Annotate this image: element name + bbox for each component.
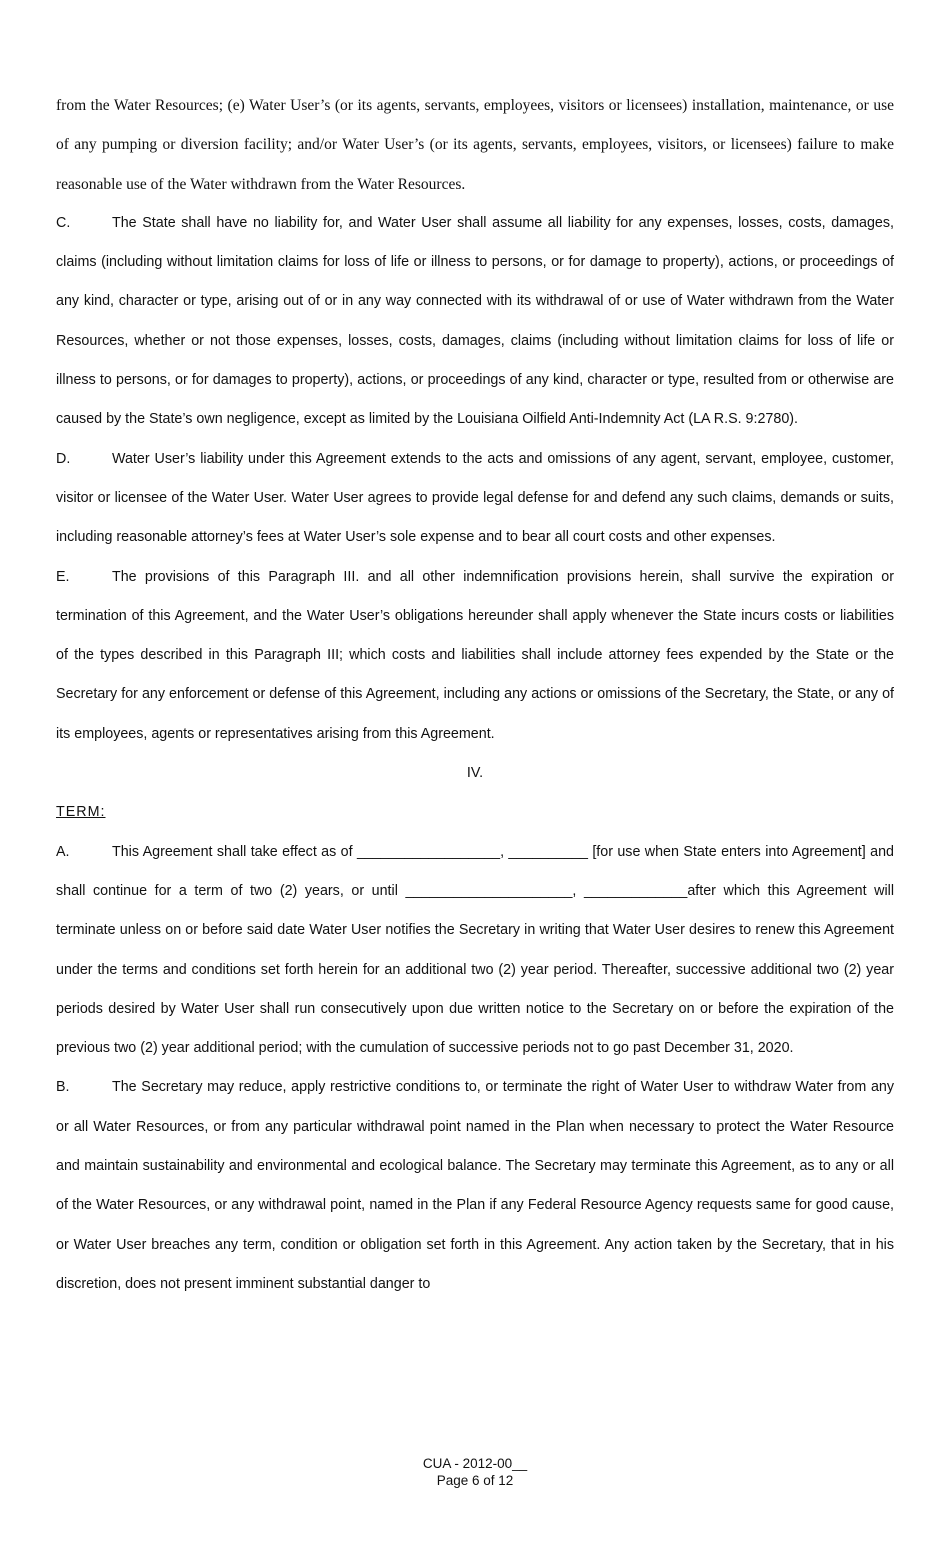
paragraph-e [56,558,894,754]
document-page [56,86,894,1304]
paragraph-continuation: from the Water Resources; (e) Water User’s (or its agents, servants, employees, visitors or licensees) installation, maintenance, or use of any pumping or diversion facility; and/or Water User’s (or its agents, servants, employees, visitors, or licensees) failure to make reasonable use of the Water withdrawn from the Water Resources. [56,97,894,193]
term-paragraph-b-label: B. [56,1079,70,1096]
term-paragraph-a [56,833,894,1069]
term-paragraph-b [56,1068,894,1304]
section-iv-heading: TERM: [56,804,106,821]
term-paragraph-b-text: The Secretary may reduce, apply restrictive conditions to, or terminate the right of Water User to withdraw Water from any or all Water Resources, or from any particular withdrawal point named in the Plan when necessary to protect the Water Resource and maintain sustainability and environmental and ecological balance. The Secretary may terminate this Agreement, as to any or all of the Water Resources, or any withdrawal point, named in the Plan if any Federal Resource Agency requests same for good cause, or Water User breaches any term, condition or obligation set forth in this Agreement. Any action taken by the Secretary, that in his discretion, does not present imminent substantial danger to [56,1079,894,1292]
paragraph-c-text: The State shall have no liability for, and Water User shall assume all liability for any expenses, losses, costs, damages, claims (including without limitation claims for loss of life or illness to persons, or for damage to property), actions, or proceedings of any kind, character or type, arising out of or in any way connected with its withdrawal of or use of Water withdrawn from the Water Resources, whether or not those expenses, losses, costs, damages, claims (including without limitation claims for loss of life or illness to persons, or for damages to property), actions, or proceedings of any kind, character or type, resulted from or otherwise are caused by the State’s own negligence, except as limited by the Louisiana Oilfield Anti-Indemnity Act (LA R.S. 9:2780). [56,214,894,428]
paragraph-d-text: Water User’s liability under this Agreement extends to the acts and omissions of any agent, servant, employee, customer, visitor or licensee of the Water User. Water User agrees to provide legal defense for and defend any such claims, demands or suits, including reasonable attorney’s fees at Water User’s sole expense and to bear all court costs and other expenses. [56,450,894,546]
paragraph-c-label: C. [56,214,71,231]
page-number: Page 6 of 12 [436,1473,514,1488]
section-iv-numeral: IV. [466,765,484,782]
paragraph-e-text: The provisions of this Paragraph III. and all other indemnification provisions herein, shall survive the expiration or termination of this Agreement, and the Water User’s obligations hereunder shall apply whenever the State incurs costs or liabilities of the types described in this Paragraph III; which costs and liabilities shall include attorney fees expended by the State or the Secretary for any enforcement or defense of this Agreement, including any actions or omissions of the Secretary, the State, or any of its employees, agents or representatives arising from this Agreement. [56,568,894,742]
paragraph-c [56,204,894,440]
paragraph-d [56,440,894,558]
term-paragraph-a-label: A. [56,843,70,860]
page-footer [0,1455,950,1489]
document-number: CUA - 2012-00__ [422,1456,528,1471]
term-paragraph-a-text: This Agreement shall take effect as of __________________, __________ [for use when State enters into Agreement] and shall continue for a term of two (2) years, or until _____________________, _____________after which this Agreement will terminate unless on or before said date Water User notifies the Secretary in writing that Water User desires to renew this Agreement under the terms and conditions set forth herein for an additional two (2) year period. Thereafter, successive additional two (2) year periods desired by Water User shall run consecutively upon due written notice to the Secretary on or before the expiration of the previous two (2) year additional period; with the cumulation of successive periods not to go past December 31, 2020. [56,843,894,1057]
paragraph-e-label: E. [56,568,70,585]
paragraph-d-label: D. [56,450,71,467]
